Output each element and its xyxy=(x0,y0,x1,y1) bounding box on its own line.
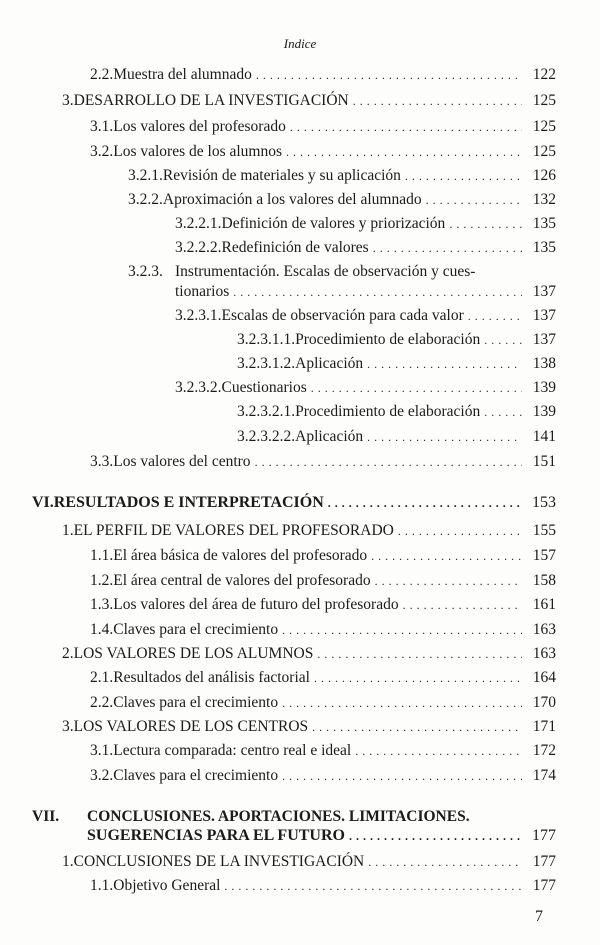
toc-entry-page: 141 xyxy=(532,428,556,445)
dot-leader xyxy=(449,215,522,233)
toc-entry-number: VII. xyxy=(32,808,60,825)
toc-entry-page: 177 xyxy=(532,853,556,870)
toc-entry-label: Los valores del centro xyxy=(113,453,251,470)
toc-entry xyxy=(90,118,556,136)
toc-entry-label: EL PERFIL DE VALORES DEL PROFESORADO xyxy=(73,522,394,539)
dot-leader xyxy=(290,118,522,136)
dot-leader xyxy=(282,694,522,712)
toc-entry-number: 3. xyxy=(62,92,74,109)
toc-entry-page: 174 xyxy=(532,767,556,784)
toc-entry-number: 3.2.1. xyxy=(128,167,163,184)
toc-entry-number: VI. xyxy=(32,494,54,511)
toc-entry-label: LOS VALORES DE LOS ALUMNOS xyxy=(73,645,314,662)
toc-entry-page: 135 xyxy=(532,215,556,232)
toc-entry-label: Muestra del alumnado xyxy=(113,66,252,83)
dot-leader xyxy=(371,547,522,565)
toc-entry-number: 3. xyxy=(62,718,74,735)
dot-leader xyxy=(484,331,522,349)
toc-entry-label: RESULTADOS E INTERPRETACIÓN xyxy=(53,494,324,511)
dot-leader xyxy=(373,239,522,257)
toc-entry-page: 164 xyxy=(532,669,556,686)
toc-entry xyxy=(175,379,556,397)
toc-entry-label: Claves para el crecimiento xyxy=(113,767,279,784)
dot-leader xyxy=(484,403,522,421)
toc-entry-page: 171 xyxy=(532,718,556,735)
dot-leader xyxy=(311,379,522,397)
toc-entry-page: 132 xyxy=(532,191,556,208)
toc-entry-label: CONCLUSIONES. APORTACIONES. LIMITACIONES. xyxy=(87,808,470,825)
toc-entry-label: Objetivo General xyxy=(113,877,221,894)
dot-leader xyxy=(355,742,522,760)
toc-entry-label: Definición de valores y priorización xyxy=(221,215,446,232)
toc-entry-number: 1.1. xyxy=(90,547,114,564)
toc-entry xyxy=(90,547,556,565)
dot-leader xyxy=(349,827,522,845)
dot-leader xyxy=(255,453,522,471)
toc-entry-number: 3.2.3.1.2. xyxy=(237,355,296,372)
toc-entry-label: Aplicación xyxy=(295,428,364,445)
toc-entry-label-continued: SUGERENCIAS PARA EL FUTURO xyxy=(87,827,345,844)
toc-entry-label: Procedimiento de elaboración xyxy=(295,331,481,348)
toc-entry xyxy=(62,645,556,663)
toc-entry-page: 139 xyxy=(532,379,556,396)
toc-entry-page: 125 xyxy=(532,92,556,109)
toc-entry-number: 3.2. xyxy=(90,767,114,784)
dot-leader xyxy=(405,167,522,185)
toc-chapter-entry xyxy=(32,808,470,826)
toc-entry-label: CONCLUSIONES DE LA INVESTIGACIÓN xyxy=(73,853,365,870)
toc-entry-number: 3.2.3.2. xyxy=(175,379,222,396)
toc-entry-label: Aplicación xyxy=(295,355,364,372)
toc-entry-number: 1.3. xyxy=(90,596,114,613)
toc-entry-number: 2.2. xyxy=(90,694,114,711)
toc-entry-page: 151 xyxy=(532,453,556,470)
toc-entry-number: 1. xyxy=(62,853,74,870)
toc-entry-number: 2.1. xyxy=(90,669,114,686)
toc-entry xyxy=(175,215,556,233)
toc-entry xyxy=(62,522,556,540)
toc-entry-number: 2.2. xyxy=(90,66,114,83)
dot-leader xyxy=(368,853,522,871)
toc-entry xyxy=(90,596,556,614)
toc-entry-page: 139 xyxy=(532,403,556,420)
toc-entry-page: 172 xyxy=(532,742,556,759)
toc-entry-number: 3.2. xyxy=(90,143,114,160)
toc-entry-label: Los valores del área de futuro del profesorado xyxy=(113,596,399,613)
toc-chapter-entry xyxy=(32,494,556,512)
toc-entry-number: 3.2.2.1. xyxy=(175,215,222,232)
toc-entry xyxy=(90,66,556,84)
toc-entry-page: 163 xyxy=(532,645,556,662)
toc-entry xyxy=(175,239,556,257)
toc-entry xyxy=(175,307,556,325)
toc-entry-page: 135 xyxy=(532,239,556,256)
toc-entry-label: DESARROLLO DE LA INVESTIGACIÓN xyxy=(73,92,349,109)
toc-entry xyxy=(62,718,556,736)
toc-entry-page: 177 xyxy=(532,827,556,844)
toc-entry xyxy=(128,191,556,209)
toc-entry-label: Los valores del profesorado xyxy=(113,118,286,135)
dot-leader xyxy=(256,66,522,84)
toc-entry-page: 158 xyxy=(532,572,556,589)
toc-entry-page: 170 xyxy=(532,694,556,711)
toc-entry-page: 161 xyxy=(532,596,556,613)
dot-leader xyxy=(375,572,522,590)
dot-leader xyxy=(282,621,522,639)
toc-entry xyxy=(128,167,556,185)
toc-entry-page: 126 xyxy=(532,167,556,184)
dot-leader xyxy=(367,355,522,373)
toc-entry xyxy=(237,403,556,421)
toc-entry xyxy=(237,331,556,349)
dot-leader xyxy=(312,718,522,736)
toc-entry-page: 138 xyxy=(532,355,556,372)
toc-entry-label: Claves para el crecimiento xyxy=(113,621,279,638)
toc-entry-number: 3.2.2. xyxy=(128,191,163,208)
toc-entry-label-continued: tionarios xyxy=(175,283,230,300)
toc-entry-number: 3.2.2.2. xyxy=(175,239,222,256)
toc-entry-page: 157 xyxy=(532,547,556,564)
dot-leader xyxy=(314,669,522,687)
dot-leader xyxy=(317,645,522,663)
toc-entry-page: 177 xyxy=(532,877,556,894)
toc-entry-number: 1.2. xyxy=(90,572,114,589)
toc-entry-label: Redefinición de valores xyxy=(221,239,369,256)
toc-entry xyxy=(90,572,556,590)
toc-entry-page: 153 xyxy=(532,494,556,511)
toc-entry xyxy=(90,694,556,712)
toc-entry-label: Escalas de observación para cada valor xyxy=(221,307,464,324)
dot-leader xyxy=(398,522,522,540)
dot-leader xyxy=(403,596,522,614)
toc-entry xyxy=(90,621,556,639)
dot-leader xyxy=(224,877,522,895)
dot-leader xyxy=(353,92,522,110)
toc-entry-label: Lectura comparada: centro real e ideal xyxy=(113,742,352,759)
running-header: Indice xyxy=(283,36,317,51)
toc-entry-page: 155 xyxy=(532,522,556,539)
toc-entry-number: 1. xyxy=(62,522,74,539)
toc-entry-number: 1.4. xyxy=(90,621,114,638)
toc-entry xyxy=(90,143,556,161)
toc-entry xyxy=(90,669,556,687)
toc-entry xyxy=(128,263,475,281)
toc-entry-page: 163 xyxy=(532,621,556,638)
toc-entry xyxy=(62,853,556,871)
dot-leader xyxy=(286,143,522,161)
dot-leader xyxy=(468,307,522,325)
toc-entry xyxy=(90,877,556,895)
dot-leader xyxy=(426,191,522,209)
dot-leader xyxy=(282,767,522,785)
toc-entry-label: LOS VALORES DE LOS CENTROS xyxy=(73,718,309,735)
toc-entry xyxy=(62,92,556,110)
dot-leader xyxy=(367,428,522,446)
toc-chapter-entry-continuation xyxy=(87,827,556,845)
toc-entry-number: 3.3. xyxy=(90,453,114,470)
toc-entry xyxy=(237,428,556,446)
toc-entry-number: 1.1. xyxy=(90,877,114,894)
toc-entry-number: 3.2.3. xyxy=(128,263,163,280)
toc-entry xyxy=(237,355,556,373)
toc-entry-page: 137 xyxy=(532,283,556,300)
toc-entry-page: 137 xyxy=(532,331,556,348)
toc-entry-continuation xyxy=(175,283,556,301)
toc-entry-page: 122 xyxy=(532,66,556,83)
toc-entry-number: 3.1. xyxy=(90,118,114,135)
toc-entry-number: 3.1. xyxy=(90,742,114,759)
toc-entry xyxy=(90,453,556,471)
toc-entry-number: 3.2.3.1. xyxy=(175,307,222,324)
dot-leader xyxy=(328,494,522,512)
toc-entry-label: Procedimiento de elaboración xyxy=(295,403,481,420)
toc-entry-label: Los valores de los alumnos xyxy=(113,143,283,160)
toc-entry-label: Aproximación a los valores del alumnado xyxy=(162,191,422,208)
toc-entry-number: 3.2.3.2.1. xyxy=(237,403,296,420)
toc-entry-label: Resultados del análisis factorial xyxy=(113,669,310,686)
toc-entry-number: 3.2.3.2.2. xyxy=(237,428,296,445)
toc-entry-number: 3.2.3.1.1. xyxy=(237,331,296,348)
toc-entry-page: 125 xyxy=(532,118,556,135)
toc-entry-label: Instrumentación. Escalas de observación y cues- xyxy=(175,263,476,280)
toc-entry-page: 125 xyxy=(532,143,556,160)
toc-entry xyxy=(90,767,556,785)
toc-entry-number: 2. xyxy=(62,645,74,662)
toc-entry-label: Claves para el crecimiento xyxy=(113,694,279,711)
toc-entry-label: El área central de valores del profesorado xyxy=(113,572,371,589)
dot-leader xyxy=(233,283,522,301)
toc-entry-label: Revisión de materiales y su aplicación xyxy=(162,167,401,184)
toc-entry-label: El área básica de valores del profesorado xyxy=(113,547,368,564)
toc-entry xyxy=(90,742,556,760)
toc-entry-page: 137 xyxy=(532,307,556,324)
toc-entry-label: Cuestionarios xyxy=(221,379,307,396)
page-number: 7 xyxy=(535,908,543,925)
